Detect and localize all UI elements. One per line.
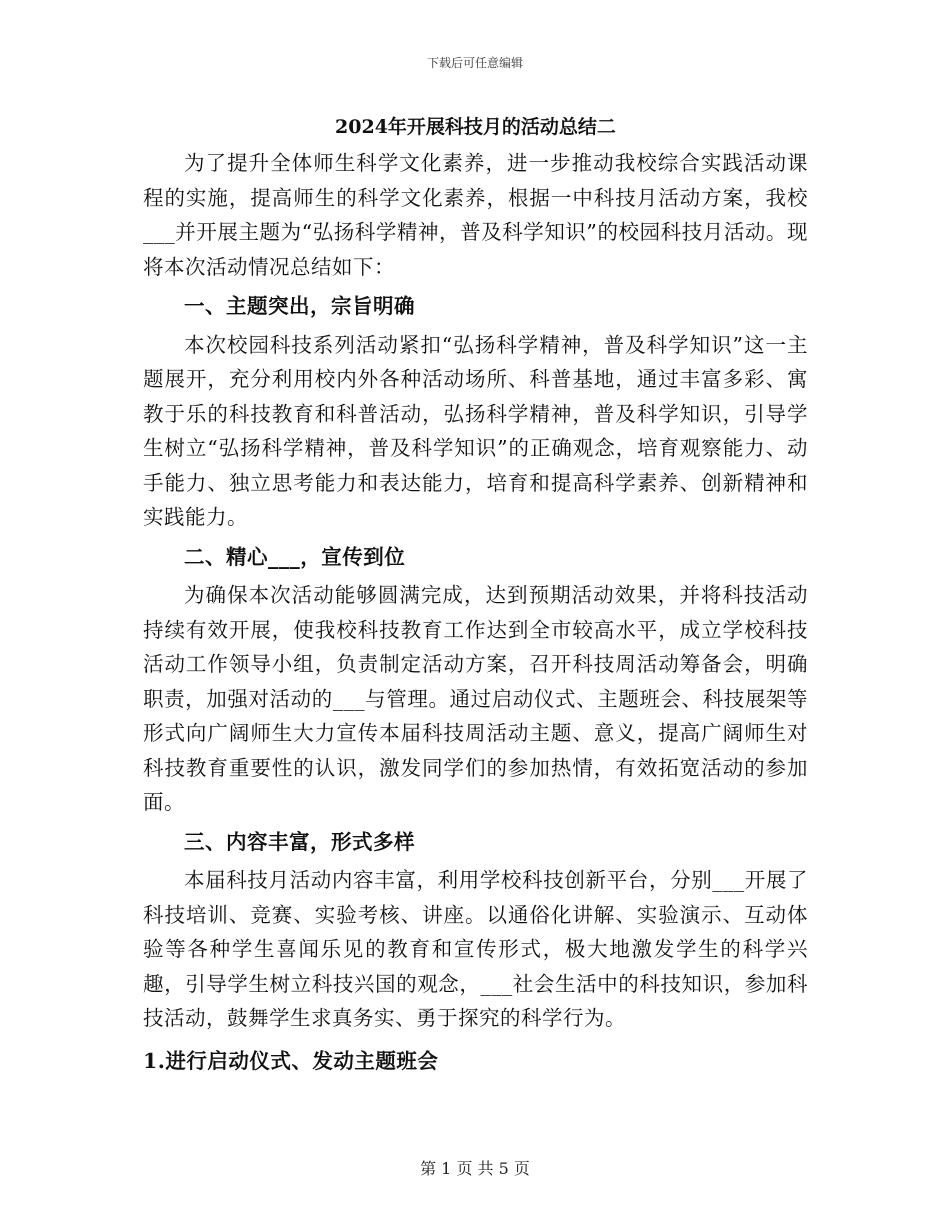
section-heading-2: 二、精心___，宣传到位 [184, 544, 406, 569]
page-footer: 第 1 页 共 5 页 [420, 1159, 530, 1178]
document-title: 2024年开展科技月的活动总结二 [335, 116, 616, 138]
intro-paragraph: 为了提升全体师生科学文化素养，进一步推动我校综合实践活动课程的实施，提高师生的科学文化素养，根据一中科技月活动方案，我校___并开展主题为“弘扬科学精神，普及科学知识”的校园科技月活动。现将本次活动情况总结如下： [143, 151, 808, 279]
section-heading-3: 三、内容丰富，形式多样 [184, 829, 415, 854]
sub-heading: 1.进行启动仪式、发动主题班会 [143, 1048, 439, 1073]
section-body-3: 本届科技月活动内容丰富，利用学校科技创新平台，分别___开展了科技培训、竞赛、实验考核、讲座。以通俗化讲解、实验演示、互动体验等各种学生喜闻乐见的教育和宣传形式，极大地激发学生的科学兴趣，引导学生树立科技兴国的观念，___社会生活中的科技知识，参加科技活动，鼓舞学生求真务实、勇于探究的科学行为。 [143, 868, 808, 1030]
section-heading-1: 一、主题突出，宗旨明确 [184, 294, 415, 318]
section-body-2: 为确保本次活动能够圆满完成，达到预期活动效果，并将科技活动持续有效开展，使我校科技教育工作达到全市较高水平，成立学校科技活动工作领导小组，负责制定活动方案，召开科技周活动筹备会，明确职责，加强对活动的___与管理。通过启动仪式、主题班会、科技展架等形式向广阔师生大力宣传本届科技周活动主题、意义，提高广阔师生对科技教育重要性的认识，激发同学们的参加热情，有效拓宽活动的参加面。 [143, 583, 808, 814]
document-body [143, 112, 808, 1078]
section-body-1: 本次校园科技系列活动紧扣“弘扬科学精神，普及科学知识”这一主题展开，充分利用校内外各种活动场所、科普基地，通过丰富多彩、寓教于乐的科技教育和科普活动，弘扬科学精神，普及科学知识，引导学生树立“弘扬科学精神，普及科学知识”的正确观念，培育观察能力、动手能力、独立思考能力和表达能力，培育和提高科学素养、创新精神和实践能力。 [143, 332, 808, 529]
header-note: 下载后可任意编辑 [426, 56, 523, 70]
